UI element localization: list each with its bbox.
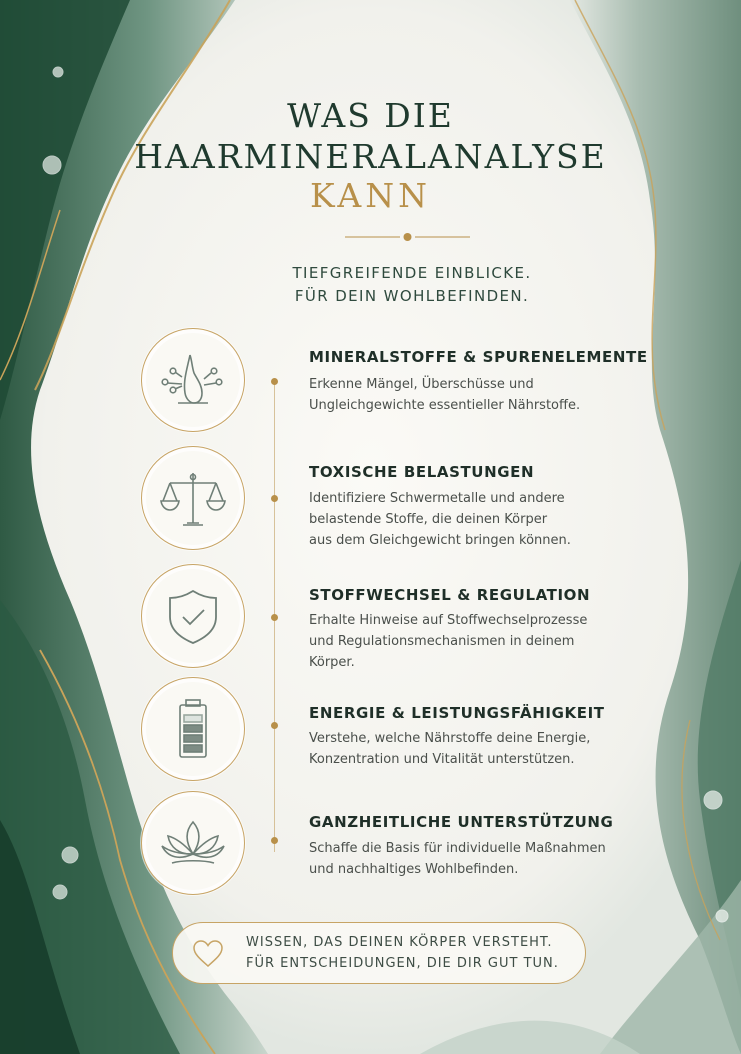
feature-desc-line: und nachhaltiges Wohlbefinden. — [309, 862, 519, 877]
feature-desc-line: Erkenne Mängel, Überschüsse und — [309, 377, 534, 392]
footer-line-2: FÜR ENTSCHEIDUNGEN, DIE DIR GUT TUN. — [246, 956, 559, 971]
feature-desc-line: Schaffe die Basis für individuelle Maßnahmen — [309, 841, 606, 856]
gold-divider — [345, 230, 470, 244]
feature-description — [309, 728, 629, 770]
feature-circle-energy — [141, 677, 245, 781]
feature-desc-line: und Regulationsmechanismen in deinem — [309, 634, 575, 649]
title-line-1: WAS DIE — [287, 96, 454, 135]
subtitle-line-2: FÜR DEIN WOHLBEFINDEN. — [294, 287, 530, 305]
feature-title: TOXISCHE BELASTUNGEN — [309, 463, 535, 481]
feature-desc-line: Körper. — [309, 655, 355, 670]
feature-description — [309, 838, 629, 880]
subtitle-line-1: TIEFGREIFENDE EINBLICKE. — [292, 264, 532, 282]
feature-desc-line: Identifiziere Schwermetalle und andere — [309, 491, 565, 506]
timeline-dot — [271, 378, 278, 385]
feature-desc-line: belastende Stoffe, die deinen Körper — [309, 512, 548, 527]
feature-desc-line: Konzentration und Vitalität unterstützen. — [309, 752, 575, 767]
timeline-dot — [271, 722, 278, 729]
timeline-dot — [271, 837, 278, 844]
timeline-dot — [271, 614, 278, 621]
feature-description — [309, 610, 629, 673]
feature-circle-metabolism — [141, 564, 245, 668]
feature-circle-holistic — [141, 791, 245, 895]
lotus-icon — [142, 792, 244, 894]
scale-icon — [142, 447, 244, 549]
feature-description — [309, 488, 629, 551]
footer-pill — [172, 922, 586, 984]
feature-title: MINERALSTOFFE & SPURENELEMENTE — [309, 348, 648, 366]
heart-icon — [191, 939, 225, 969]
feature-desc-line: Verstehe, welche Nährstoffe deine Energie, — [309, 731, 591, 746]
feature-desc-line: Ungleichgewichte essentieller Nährstoffe. — [309, 398, 581, 413]
shield-check-icon — [142, 565, 244, 667]
title-line-3: KANN — [310, 176, 431, 215]
timeline-dot — [271, 495, 278, 502]
title-line-2: HAARMINERALANALYSE — [134, 137, 607, 176]
feature-desc-line: Erhalte Hinweise auf Stoffwechselprozesse — [309, 613, 588, 628]
battery-icon — [142, 678, 244, 780]
footer-line-1: WISSEN, DAS DEINEN KÖRPER VERSTEHT. — [246, 935, 553, 950]
feature-title: GANZHEITLICHE UNTERSTÜTZUNG — [309, 813, 614, 831]
feature-desc-line: aus dem Gleichgewicht bringen können. — [309, 533, 571, 548]
feature-circle-minerals — [141, 328, 245, 432]
feature-description — [309, 374, 629, 416]
feature-circle-toxins — [141, 446, 245, 550]
feature-title: STOFFWECHSEL & REGULATION — [309, 586, 591, 604]
feature-title: ENERGIE & LEISTUNGSFÄHIGKEIT — [309, 704, 605, 722]
hair-follicle-icon — [142, 329, 244, 431]
